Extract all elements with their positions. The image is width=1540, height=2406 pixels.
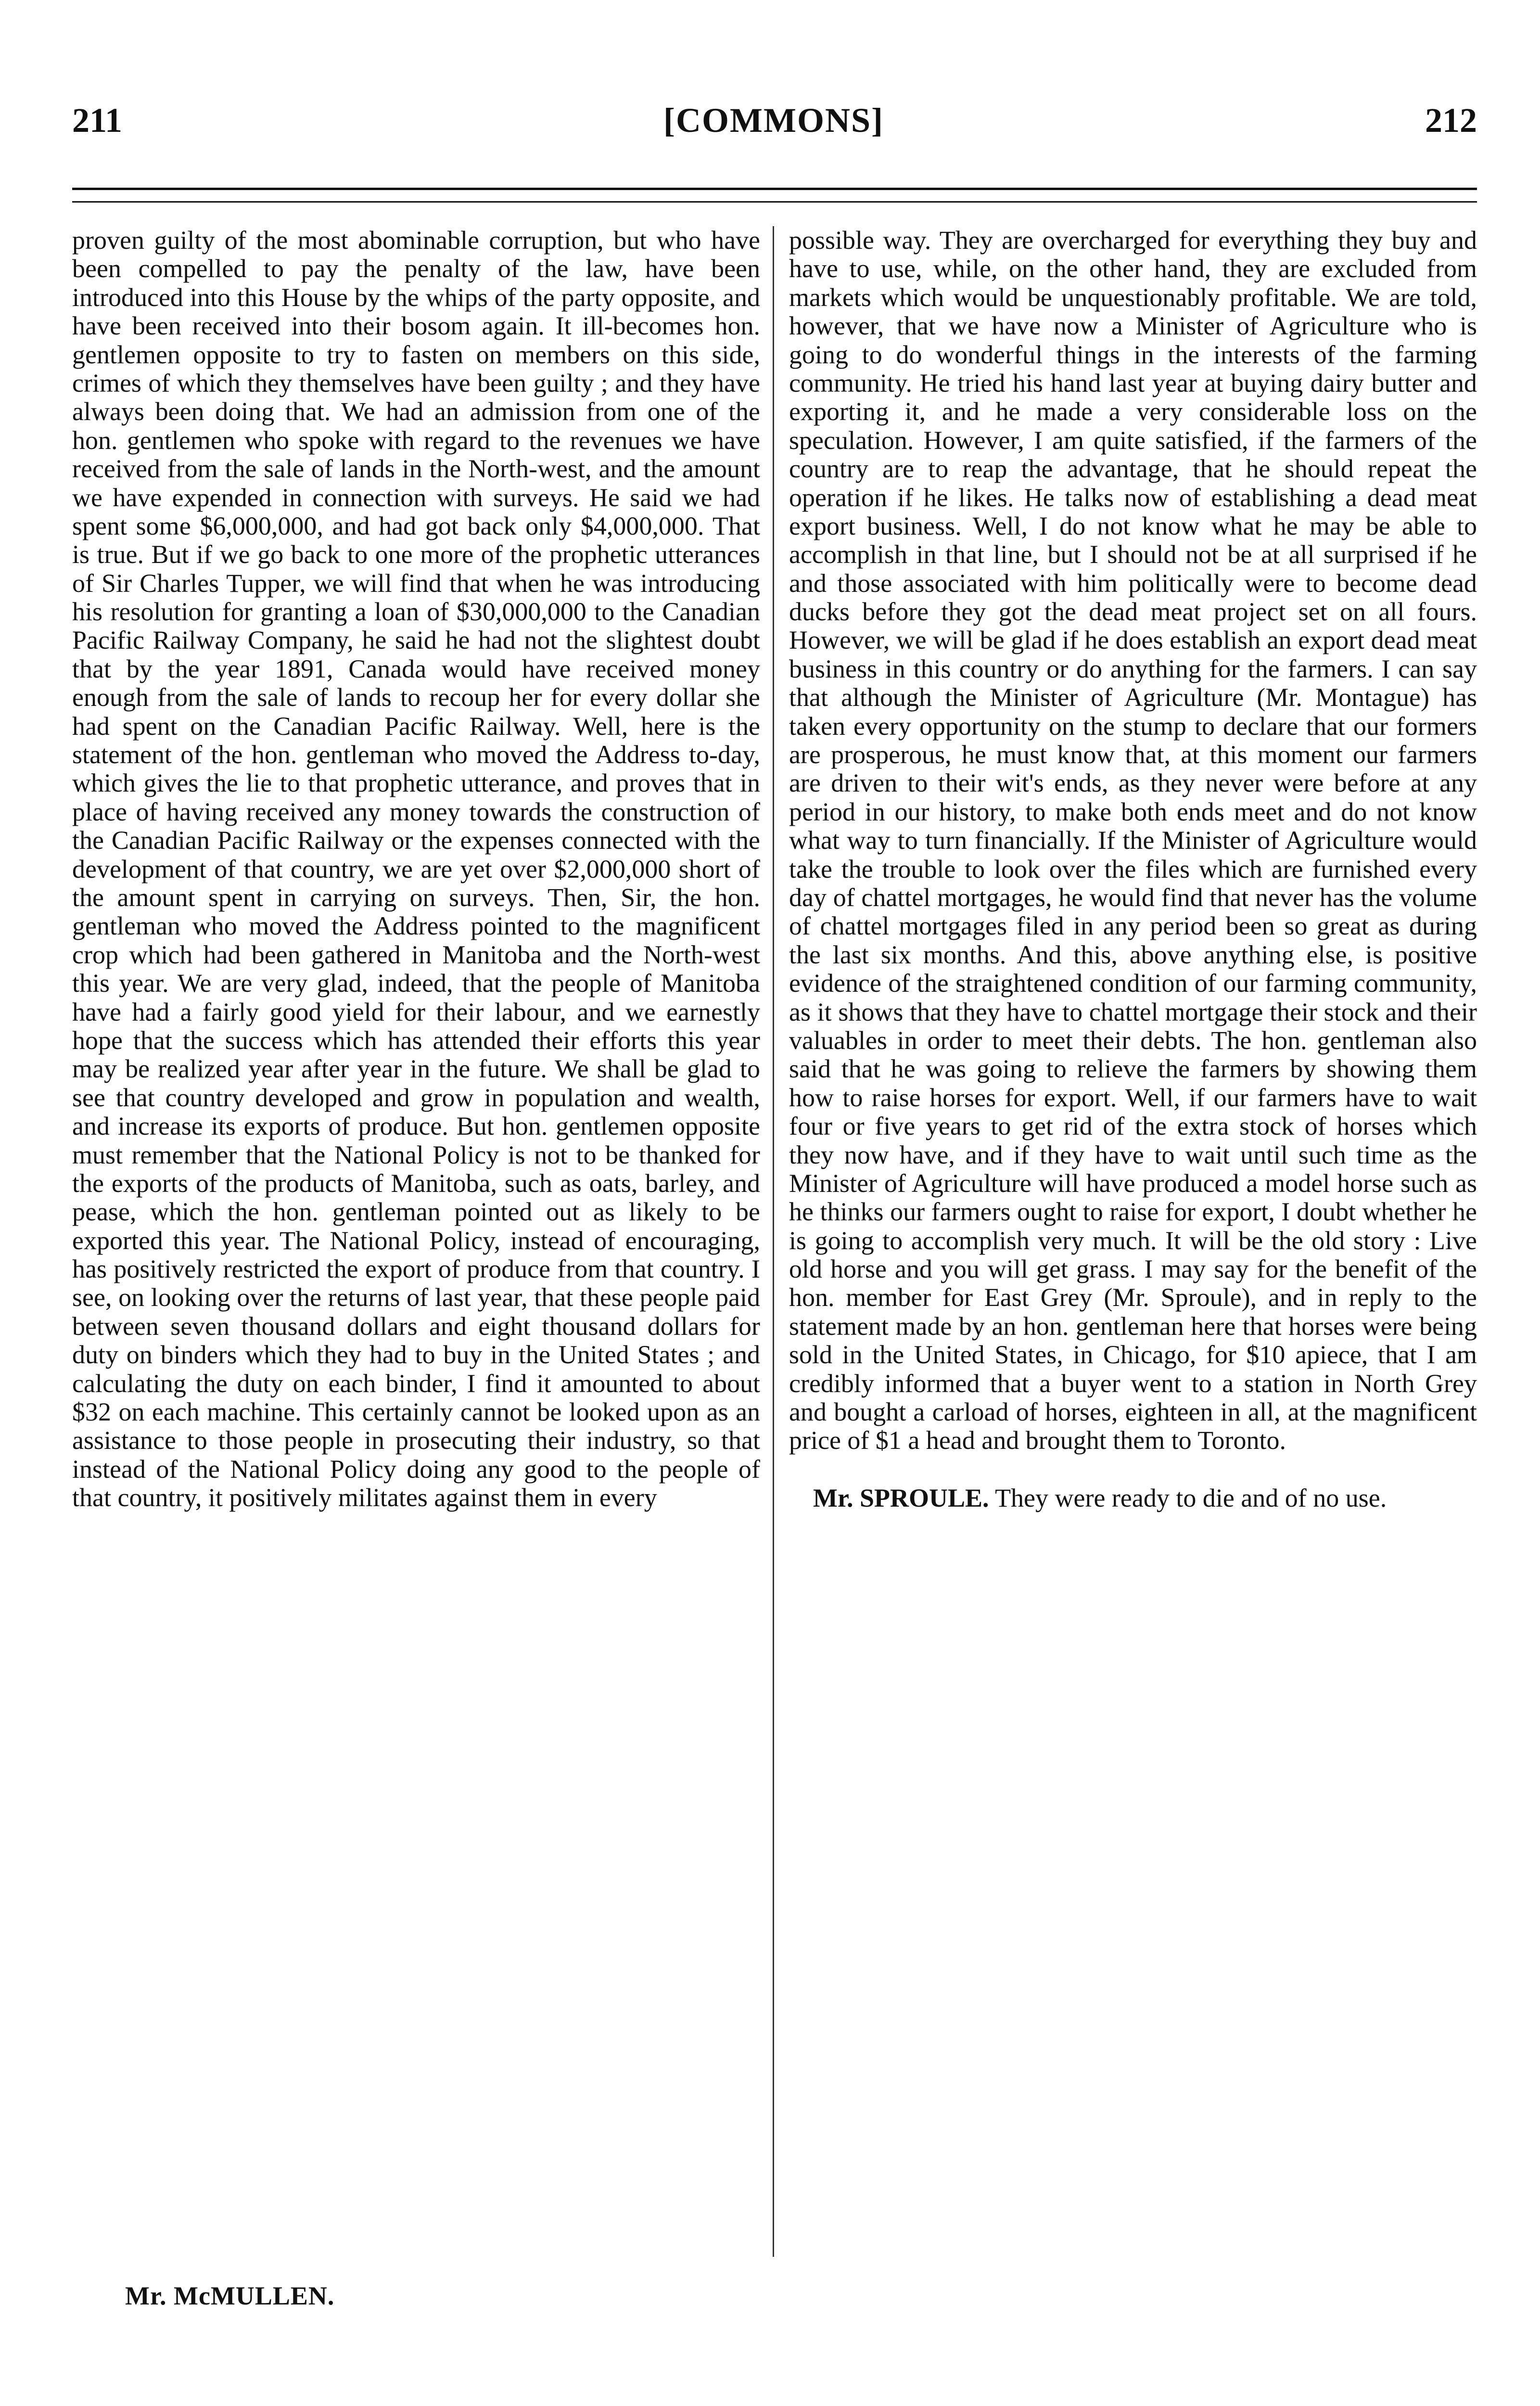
right-paragraph: possible way. They are overcharged for everything they buy and have to use, while, on the other hand, they are excluded from markets which would be unquestionably profitable. We are told, however, that we have now a Minister of Agriculture who is going to do wonderful things in the interests of the farming community. He tried his hand last year at buying dairy butter and exporting it, and he made a very considerable loss on the speculation. However, I am quite satisfied, if the farmers of the country are to reap the advantage, that he should repeat the operation if he likes. He talks now of establishing a dead meat export business. Well, I do not know what he may be able to accomplish in that line, but I should not be at all surprised if he and those associated with him politically were to become dead ducks before they got the dead meat project set on all fours. However, we will be glad if he does establish an export dead meat business in this country or do anything for the farmers. I can say that although the Minister of Agriculture (Mr. Montague) has taken every opportunity on the stump to declare that our formers are prosperous, he must know that, at this moment our farmers are driven to their wit's ends, as they never were before at any period in our history, to make both ends meet and do not know what way to turn financially. If the Minister of Agriculture would take the trouble to look over the files which are furnished every day of chattel mortgages, he would find that never has the volume of chattel mortgages filed in any period been so great as during the last six months. And this, above anything else, is positive evidence of the straightened condition of our farming community, as it shows that they have to chattel mortgage their stock and their valuables in order to meet their debts. The hon. gentleman also said that he was going to relieve the farmers by showing them how to raise horses for export. Well, if our farmers have to wait four or five years to get rid of the extra stock of horses which they now have, and if they have to wait until such time as the Minister of Agriculture will have produced a model horse such as he thinks our farmers ought to raise for export, I doubt whether he is going to accomplish very much. It will be the old story : Live old horse and you will get grass. I may say for the benefit of the hon. member for East Grey (Mr. Sproule), and in reply to the statement made by an hon. gentleman here that horses were being sold in the United States, in Chicago, for $10 apiece, that I am credibly informed that a buyer went to a station in North Grey and bought a carload of horses, eighteen in all, at the magnificent price of $1 a head and brought them to Toronto.: [789, 226, 1477, 1455]
page-number-right: 212: [1425, 101, 1477, 140]
speaker-paragraph: [789, 1484, 1477, 1512]
left-column: [72, 226, 760, 1512]
header-rule-bottom: [72, 201, 1477, 203]
page-number-left: 211: [72, 101, 123, 140]
right-column: [789, 226, 1477, 1512]
column-divider: [773, 226, 774, 2257]
speaker-name: Mr. SPROULE.: [813, 1483, 989, 1512]
running-title: [COMMONS]: [663, 101, 884, 140]
header-rule-top: [72, 188, 1477, 190]
page-header: [72, 91, 1477, 149]
speaker-remark: They were ready to die and of no use.: [995, 1483, 1387, 1512]
page-footer-speaker: Mr. McMULLEN.: [125, 2281, 335, 2310]
left-paragraph: proven guilty of the most abominable corruption, but who have been compelled to pay the penalty of the law, have been introduced into this House by the whips of the party opposite, and have been received into their bosom again. It ill-becomes hon. gentlemen opposite to try to fasten on members on this side, crimes of which they themselves have been guilty ; and they have always been doing that. We had an admission from one of the hon. gentlemen who spoke with regard to the revenues we have received from the sale of lands in the North-west, and the amount we have expended in connection with surveys. He said we had spent some $6,000,000, and had got back only $4,000,000. That is true. But if we go back to one more of the prophetic utterances of Sir Charles Tupper, we will find that when he was introducing his resolution for granting a loan of $30,000,000 to the Canadian Pacific Railway Company, he said he had not the slightest doubt that by the year 1891, Canada would have received money enough from the sale of lands to recoup her for every dollar she had spent on the Canadian Pacific Railway. Well, here is the statement of the hon. gentleman who moved the Address to-day, which gives the lie to that prophetic utterance, and proves that in place of having received any money towards the construction of the Canadian Pacific Railway or the expenses connected with the development of that country, we are yet over $2,000,000 short of the amount spent in carrying on surveys. Then, Sir, the hon. gentleman who moved the Address pointed to the magnificent crop which had been gathered in Manitoba and the North-west this year. We are very glad, indeed, that the people of Manitoba have had a fairly good yield for their labour, and we earnestly hope that the success which has attended their efforts this year may be realized year after year in the future. We shall be glad to see that country developed and grow in population and wealth, and increase its exports of produce. But hon. gentlemen opposite must remember that the National Policy is not to be thanked for the exports of the products of Manitoba, such as oats, barley, and pease, which the hon. gentleman pointed out as likely to be exported this year. The National Policy, instead of encouraging, has positively restricted the export of produce from that country. I see, on looking over the returns of last year, that these people paid between seven thousand dollars and eight thousand dollars for duty on binders which they had to buy in the United States ; and calculating the duty on each binder, I find it amounted to about $32 on each machine. This certainly cannot be looked upon as an assistance to those people in prosecuting their industry, so that instead of the National Policy doing any good to the people of that country, it positively militates against them in every: [72, 226, 760, 1512]
